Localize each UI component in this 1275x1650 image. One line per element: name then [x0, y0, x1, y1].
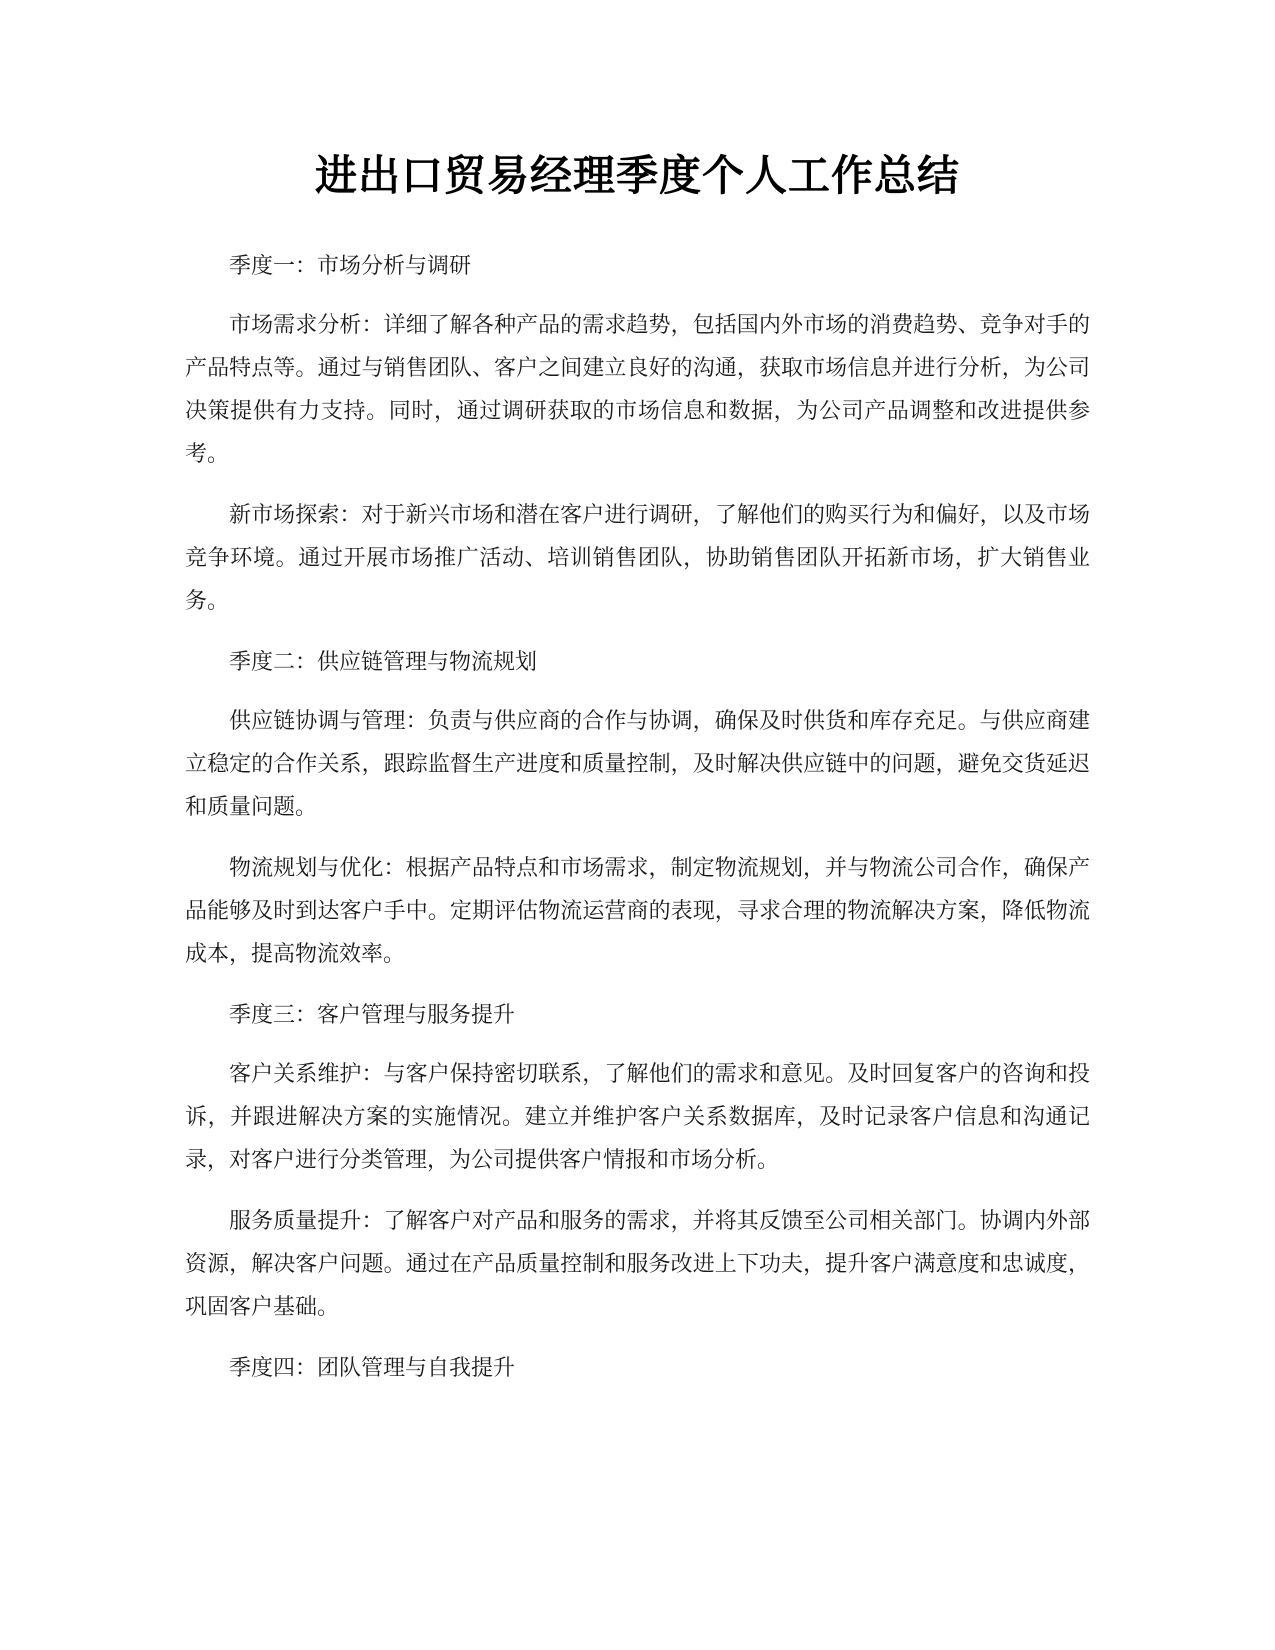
document-title: 进出口贸易经理季度个人工作总结	[314, 151, 960, 200]
paragraph-logistics: 物流规划与优化：根据产品特点和市场需求，制定物流规划，并与物流公司合作，确保产品能够及时到达客户手中。定期评估物流运营商的表现，寻求合理的物流解决方案，降低物流成本，提高物流效率。	[185, 856, 1090, 967]
section-heading-q3: 季度三：客户管理与服务提升	[229, 1003, 516, 1028]
paragraph-customer-relations: 客户关系维护：与客户保持密切联系，了解他们的需求和意见。及时回复客户的咨询和投诉，并跟进解决方案的实施情况。建立并维护客户关系数据库，及时记录客户信息和沟通记录，对客户进行分类管理，为公司提供客户情报和市场分析。	[185, 1062, 1090, 1173]
document-body	[185, 245, 1090, 1406]
paragraph-market-demand: 市场需求分析：详细了解各种产品的需求趋势，包括国内外市场的消费趋势、竞争对手的产品特点等。通过与销售团队、客户之间建立良好的沟通，获取市场信息并进行分析，为公司决策提供有力支持。同时，通过调研获取的市场信息和数据，为公司产品调整和改进提供参考。	[185, 313, 1090, 467]
paragraph-new-market: 新市场探索：对于新兴市场和潜在客户进行调研，了解他们的购买行为和偏好，以及市场竞争环境。通过开展市场推广活动、培训销售团队，协助销售团队开拓新市场，扩大销售业务。	[185, 503, 1090, 614]
section-heading-q4: 季度四：团队管理与自我提升	[229, 1356, 516, 1381]
paragraph-service-quality: 服务质量提升：了解客户对产品和服务的需求，并将其反馈至公司相关部门。协调内外部资源，解决客户问题。通过在产品质量控制和服务改进上下功夫，提升客户满意度和忠诚度，巩固客户基础。	[185, 1209, 1090, 1320]
section-heading-q2: 季度二：供应链管理与物流规划	[229, 650, 538, 675]
section-heading-q1: 季度一：市场分析与调研	[229, 254, 472, 279]
paragraph-supply-chain: 供应链协调与管理：负责与供应商的合作与协调，确保及时供货和库存充足。与供应商建立稳定的合作关系，跟踪监督生产进度和质量控制，及时解决供应链中的问题，避免交货延迟和质量问题。	[185, 709, 1090, 820]
